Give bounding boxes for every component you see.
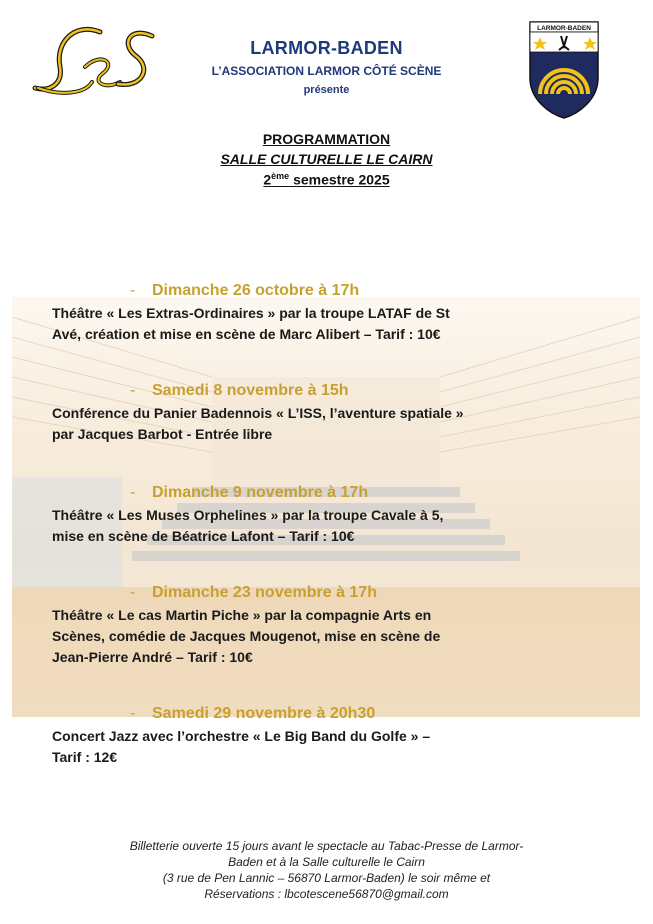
- event-description: [52, 726, 600, 768]
- event-date: [130, 282, 359, 300]
- description-line: Concert Jazz avec l’orchestre « Le Big Band du Golfe » –: [52, 728, 431, 744]
- footer-line: Baden et à la Salle culturelle le Cairn: [228, 855, 425, 869]
- event-date: [130, 382, 349, 400]
- footer-line: Billetterie ouverte 15 jours avant le spectacle au Tabac-Presse de Larmor-: [129, 839, 524, 853]
- event-description: [52, 505, 600, 547]
- semester-text: semestre 2025: [289, 171, 390, 188]
- ticketing-info: [40, 838, 613, 902]
- semester-title: [0, 171, 653, 188]
- event-date-text: Dimanche 9 novembre à 17h: [152, 484, 369, 501]
- association-name: L’ASSOCIATION LARMOR CÔTÉ SCÈNE: [211, 64, 442, 78]
- event-description: [52, 403, 600, 445]
- event-date-text: Dimanche 23 novembre à 17h: [152, 584, 377, 601]
- event-date: [130, 484, 368, 502]
- bullet-dash: -: [130, 282, 136, 299]
- event-description: [52, 605, 600, 668]
- semester-number: 2: [263, 171, 272, 188]
- les-logo: [30, 22, 160, 100]
- larmor-baden-crest: [528, 20, 600, 120]
- description-line: Scènes, comédie de Jacques Mougenot, mise en scène de: [52, 628, 441, 644]
- event-date: [130, 705, 375, 723]
- event-date-text: Dimanche 26 octobre à 17h: [152, 282, 360, 299]
- description-line: Théâtre « Les Muses Orphelines » par la troupe Cavale à 5,: [52, 507, 444, 523]
- footer-email-line[interactable]: Réservations : lbcotescene56870@gmail.com: [204, 887, 449, 901]
- city-title: LARMOR-BADEN: [250, 38, 403, 58]
- description-line: Conférence du Panier Badennois « L’ISS, l’aventure spatiale »: [52, 405, 464, 421]
- venue-title: SALLE CULTURELLE LE CAIRN: [220, 151, 433, 167]
- bullet-dash: -: [130, 705, 136, 722]
- event-date-text: Samedi 8 novembre à 15h: [152, 382, 349, 399]
- event-date: [130, 584, 377, 602]
- bullet-dash: -: [130, 484, 136, 501]
- presents-label: présente: [303, 84, 350, 96]
- event-description: [52, 303, 600, 345]
- description-line: Jean-Pierre André – Tarif : 10€: [52, 649, 253, 665]
- semester-superscript: ème: [271, 171, 290, 181]
- crest-label: LARMOR-BADEN: [537, 25, 591, 32]
- description-line: mise en scène de Béatrice Lafont – Tarif : 10€: [52, 528, 355, 544]
- description-line: Tarif : 12€: [52, 749, 118, 765]
- event-date-text: Samedi 29 novembre à 20h30: [152, 705, 376, 722]
- bullet-dash: -: [130, 584, 136, 601]
- description-line: Théâtre « Le cas Martin Piche » par la compagnie Arts en: [52, 607, 432, 623]
- description-line: par Jacques Barbot - Entrée libre: [52, 426, 273, 442]
- description-line: Théâtre « Les Extras-Ordinaires » par la troupe LATAF de St: [52, 305, 450, 321]
- footer-line: (3 rue de Pen Lannic – 56870 Larmor-Baden) le soir même et: [162, 871, 491, 885]
- description-line: Avé, création et mise en scène de Marc Alibert – Tarif : 10€: [52, 326, 441, 342]
- bullet-dash: -: [130, 382, 136, 399]
- program-title: PROGRAMMATION: [262, 131, 391, 147]
